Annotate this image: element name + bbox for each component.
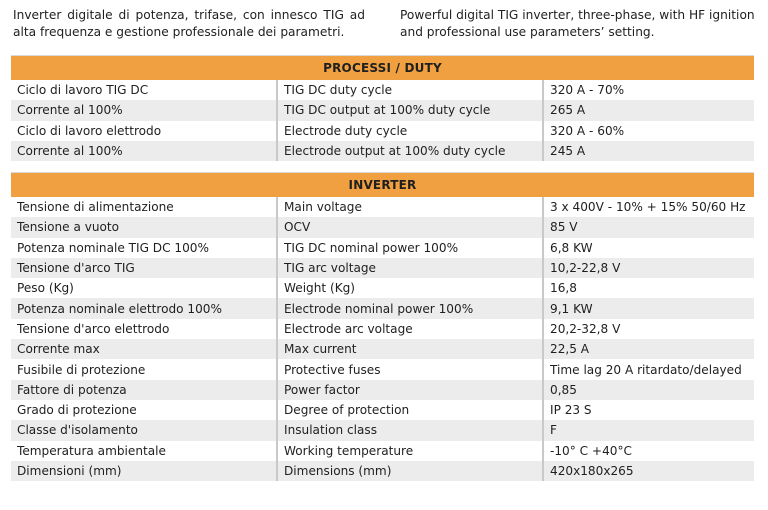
- cell-english-label: Electrode nominal power 100%: [277, 298, 543, 318]
- table-row: [11, 339, 754, 359]
- section-processi-duty: [11, 55, 754, 161]
- cell-italian-label: Tensione a vuoto: [11, 217, 277, 237]
- table-row: [11, 80, 754, 100]
- table-row: [11, 400, 754, 420]
- section-title: PROCESSI / DUTY: [11, 56, 754, 80]
- cell-value: 85 V: [543, 217, 754, 237]
- cell-italian-label: Grado di protezione: [11, 400, 277, 420]
- spec-table: [11, 197, 754, 481]
- table-row: [11, 197, 754, 217]
- cell-value: 0,85: [543, 380, 754, 400]
- cell-english-label: TIG DC duty cycle: [277, 80, 543, 100]
- cell-italian-label: Fusibile di protezione: [11, 359, 277, 379]
- cell-italian-label: Tensione d'arco TIG: [11, 258, 277, 278]
- table-row: [11, 380, 754, 400]
- cell-value: 420x180x265: [543, 461, 754, 481]
- cell-italian-label: Peso (Kg): [11, 278, 277, 298]
- cell-english-label: Insulation class: [277, 420, 543, 440]
- cell-english-label: Degree of protection: [277, 400, 543, 420]
- table-row: [11, 359, 754, 379]
- table-row: [11, 319, 754, 339]
- intro-english: Powerful digital TIG inverter, three-phase, with HF ignition and professional use parameters’ setting.: [400, 8, 755, 39]
- cell-english-label: Working temperature: [277, 441, 543, 461]
- cell-italian-label: Corrente al 100%: [11, 100, 277, 120]
- cell-value: 16,8: [543, 278, 754, 298]
- section-title: INVERTER: [11, 173, 754, 197]
- cell-english-label: Electrode duty cycle: [277, 121, 543, 141]
- table-row: [11, 258, 754, 278]
- cell-english-label: TIG DC output at 100% duty cycle: [277, 100, 543, 120]
- cell-italian-label: Ciclo di lavoro elettrodo: [11, 121, 277, 141]
- table-row: [11, 121, 754, 141]
- cell-italian-label: Potenza nominale elettrodo 100%: [11, 298, 277, 318]
- table-row: [11, 420, 754, 440]
- cell-english-label: Weight (Kg): [277, 278, 543, 298]
- cell-value: Time lag 20 A ritardato/delayed: [543, 359, 754, 379]
- cell-value: 265 A: [543, 100, 754, 120]
- cell-value: 3 x 400V - 10% + 15% 50/60 Hz: [543, 197, 754, 217]
- cell-value: 10,2-22,8 V: [543, 258, 754, 278]
- table-row: [11, 441, 754, 461]
- cell-italian-label: Fattore di potenza: [11, 380, 277, 400]
- cell-english-label: Max current: [277, 339, 543, 359]
- cell-english-label: OCV: [277, 217, 543, 237]
- cell-value: 6,8 KW: [543, 238, 754, 258]
- cell-english-label: Main voltage: [277, 197, 543, 217]
- cell-value: -10° C +40°C: [543, 441, 754, 461]
- cell-english-label: TIG arc voltage: [277, 258, 543, 278]
- table-row: [11, 238, 754, 258]
- cell-english-label: Power factor: [277, 380, 543, 400]
- cell-value: 20,2-32,8 V: [543, 319, 754, 339]
- cell-value: IP 23 S: [543, 400, 754, 420]
- table-row: [11, 217, 754, 237]
- cell-value: 22,5 A: [543, 339, 754, 359]
- cell-italian-label: Corrente max: [11, 339, 277, 359]
- table-row: [11, 100, 754, 120]
- cell-value: F: [543, 420, 754, 440]
- table-row: [11, 141, 754, 161]
- cell-italian-label: Temperatura ambientale: [11, 441, 277, 461]
- section-inverter: [11, 172, 754, 481]
- table-row: [11, 461, 754, 481]
- cell-english-label: Dimensions (mm): [277, 461, 543, 481]
- cell-english-label: Protective fuses: [277, 359, 543, 379]
- cell-value: 9,1 KW: [543, 298, 754, 318]
- table-row: [11, 278, 754, 298]
- cell-italian-label: Tensione d'arco elettrodo: [11, 319, 277, 339]
- cell-english-label: Electrode arc voltage: [277, 319, 543, 339]
- spec-table: [11, 80, 754, 161]
- cell-italian-label: Potenza nominale TIG DC 100%: [11, 238, 277, 258]
- cell-italian-label: Dimensioni (mm): [11, 461, 277, 481]
- intro-italian: Inverter digitale di potenza, trifase, con innesco TIG ad alta frequenza e gestione professionale dei parametri.: [13, 8, 365, 39]
- cell-italian-label: Classe d'isolamento: [11, 420, 277, 440]
- cell-english-label: TIG DC nominal power 100%: [277, 238, 543, 258]
- cell-italian-label: Tensione di alimentazione: [11, 197, 277, 217]
- cell-english-label: Electrode output at 100% duty cycle: [277, 141, 543, 161]
- table-row: [11, 298, 754, 318]
- cell-italian-label: Ciclo di lavoro TIG DC: [11, 80, 277, 100]
- cell-value: 245 A: [543, 141, 754, 161]
- cell-value: 320 A - 70%: [543, 80, 754, 100]
- cell-value: 320 A - 60%: [543, 121, 754, 141]
- cell-italian-label: Corrente al 100%: [11, 141, 277, 161]
